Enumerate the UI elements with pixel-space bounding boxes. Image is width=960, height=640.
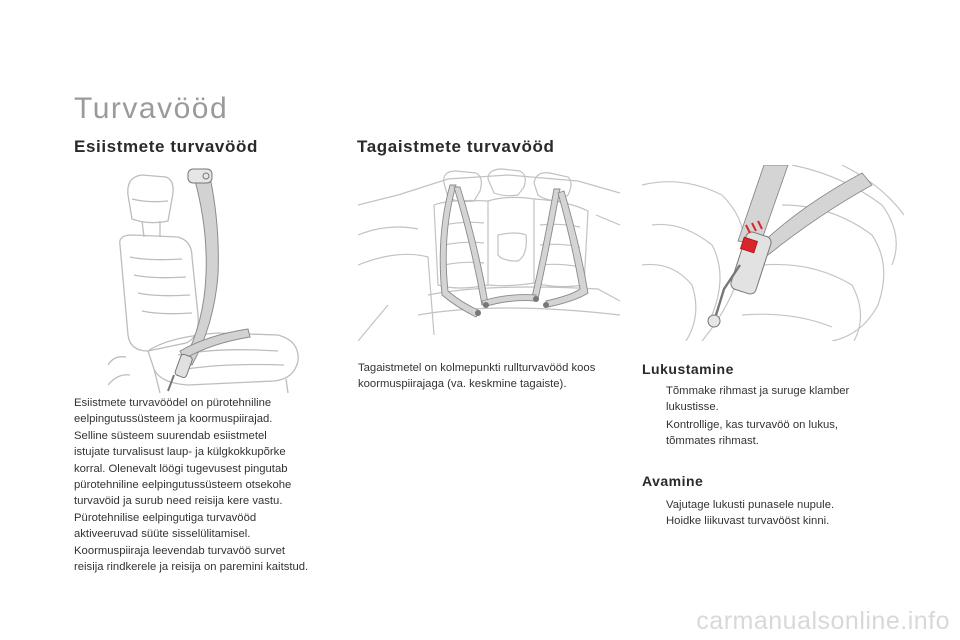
watermark: carmanualsonline.info (696, 607, 950, 635)
text-line: Vajutage lukusti punasele nupule. (666, 499, 835, 511)
text-line: korral. Olenevalt löögi tugevusest pingutab (74, 462, 288, 475)
text-line: Pürotehnilise eelpingutiga turvavööd (74, 511, 257, 524)
rear-seat-illustration (358, 165, 620, 341)
text-line: eelpingutussüsteem ja koormuspiirajad. (74, 413, 273, 426)
opening-list (642, 497, 834, 530)
list-item (642, 383, 849, 416)
text-line: Esiistmete turvavöödel on pürotehniline (74, 397, 272, 409)
page-title: Turvavööd (74, 92, 229, 125)
text-line: aktiveeruvad süüte sisselülitamisel. (74, 528, 251, 541)
text-line: istujate turvalisust laup- ja külgkokkupõrke (74, 446, 286, 459)
text-line: tõmmates rihmast. (666, 435, 759, 448)
locking-heading: Lukustamine (642, 361, 734, 377)
text-line: koormuspiirajaga (va. keskmine tagaiste). (358, 378, 567, 391)
text-line: turvavöid ja surub need reisija kere vastu. (74, 495, 283, 508)
buckle-illustration (642, 165, 904, 341)
text-line: pürotehniline eelpingutussüsteem otsekohe (74, 479, 292, 492)
locking-list (642, 383, 849, 450)
front-seat-illustration (108, 165, 308, 393)
text-line: Hoidke liikuvast turvavööst kinni. (666, 515, 830, 528)
text-line: Koormuspiiraja leevendab turvavöö survet (74, 544, 285, 557)
rear-seatbelts-heading: Tagaistmete turvavööd (357, 137, 555, 156)
text-line: Selline süsteem suurendab esiistmetel (74, 429, 267, 442)
front-seatbelts-heading: Esiistmete turvavööd (74, 137, 258, 156)
list-item (642, 513, 834, 529)
text-line: Kontrollige, kas turvavöö on lukus, (666, 418, 839, 431)
list-item (642, 497, 834, 513)
text-line: lukustisse. (666, 401, 719, 414)
opening-heading: Avamine (642, 473, 704, 489)
list-item (642, 417, 849, 450)
text-line: Tõmmake rihmast ja suruge klamber (666, 385, 850, 397)
front-seatbelts-text (74, 395, 308, 575)
text-line: Tagaistmetel on kolmepunkti rullturvavööd koos (358, 362, 596, 374)
text-line: reisija rindkerele ja reisija on paremini kaitstud. (74, 561, 309, 574)
rear-seatbelts-text (358, 360, 595, 393)
